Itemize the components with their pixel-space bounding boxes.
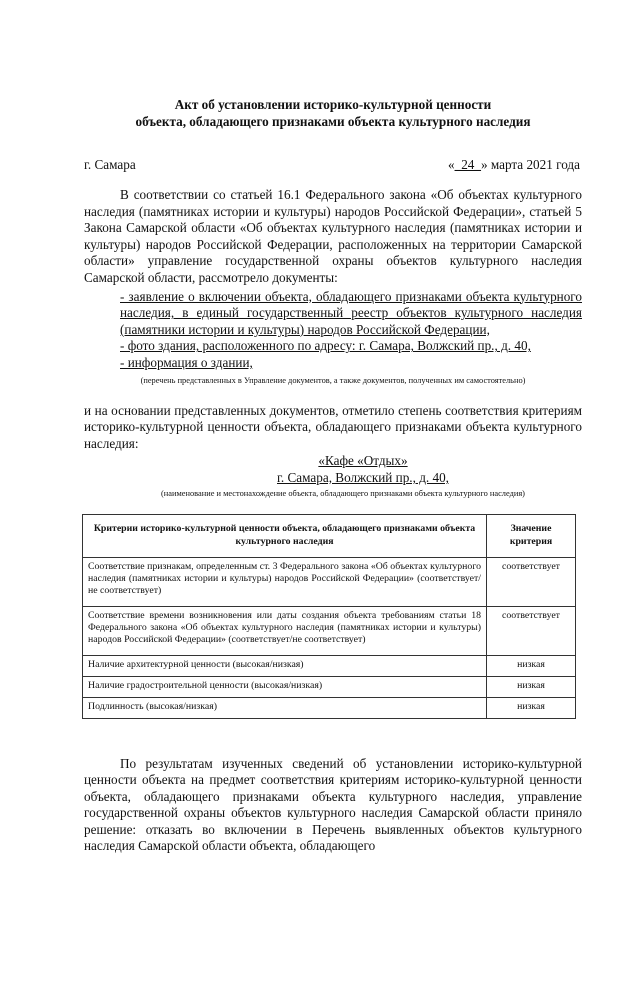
date-day: _24_ (454, 157, 481, 172)
object-address: г. Самара, Волжский пр., д. 40, (277, 469, 449, 485)
document-item: - фото здания, расположенного по адресу: г. Самара, Волжский пр., д. 40, (120, 338, 531, 354)
table-row (83, 676, 576, 697)
object-note: (наименование и местонахождение объекта, обладающего признаками объекта культурного наследия) (161, 488, 525, 498)
documents-list (84, 289, 582, 372)
header-value: Значение критерия (487, 514, 576, 557)
value-cell: соответствует (487, 606, 576, 655)
criterion-cell: Наличие архитектурной ценности (высокая/низкая) (83, 655, 487, 676)
value-cell: низкая (487, 676, 576, 697)
object-identification (84, 453, 582, 486)
title-line-1: Акт об установлении историко-культурной ценности (174, 97, 492, 112)
document-title (84, 96, 582, 130)
value-cell: соответствует (487, 557, 576, 606)
criterion-cell: Наличие градостроительной ценности (высокая/низкая) (83, 676, 487, 697)
place-date-row (84, 156, 582, 173)
criterion-cell: Подлинность (высокая/низкая) (83, 697, 487, 718)
header-criteria: Критерии историко-культурной ценности объекта, обладающего признаками объекта культурного наследия (83, 514, 487, 557)
object-name: «Кафе «Отдых» (318, 453, 408, 469)
criterion-cell: Соответствие признакам, определенным ст. 3 Федерального закона «Об объектах культурного наследия (памятниках истории и культуры) народов Российской Федерации» (соответствует/не соответствует) (83, 557, 487, 606)
city: г. Самара (84, 157, 136, 172)
title-line-2: объекта, обладающего признаками объекта культурного наследия (135, 114, 531, 129)
document-date (448, 156, 582, 173)
paragraph-basis: и на основании представленных документов, отметило степень соответствия критериям историко-культурной ценности объекта, обладающего признаками объекта культурного наследия: (84, 402, 582, 451)
criterion-cell: Соответствие времени возникновения или даты создания объекта требованиям статьи 18 Федерального закона «Об объектах культурного наследия (памятниках истории и культуры) народов Российской Федерации» (соответствует/не соответствует) (83, 606, 487, 655)
document-page (0, 96, 640, 1001)
table-row (83, 606, 576, 655)
table-row (83, 557, 576, 606)
document-item: - информация о здании, (120, 354, 253, 370)
value-cell: низкая (487, 655, 576, 676)
table-row (83, 655, 576, 676)
table-row (83, 697, 576, 718)
table-header-row (83, 514, 576, 557)
date-prefix: « (448, 157, 455, 172)
value-cell: низкая (487, 697, 576, 718)
paragraph-decision: По результатам изученных сведений об установлении историко-культурной ценности объекта на предмет соответствия критериям историко-культурной ценности объекта, обладающего признаками объекта культурного наследия, управление государственной охраны объектов культурного наследия Самарской области приняло решение: отказать во включении в Перечень выявленных объектов культурного наследия Самарской области объекта, обладающего (84, 755, 582, 854)
criteria-table (82, 514, 576, 719)
documents-note: (перечень представленных в Управление документов, а также документов, полученных им самостоятельно) (140, 375, 526, 385)
date-suffix: » марта 2021 года (480, 157, 580, 172)
document-item: - заявление о включении объекта, обладающего признаками объекта культурного наследия, в единый государственный реестр объектов культурного наследия (памятники истории и культуры) народов Российской Федерации, (120, 288, 582, 337)
paragraph-intro: В соответствии со статьей 16.1 Федерального закона «Об объектах культурного наследия (памятниках истории и культуры) народов Российской Федерации», статьей 5 Закона Самарской области «Об объектах культурного наследия (памятниках истории и культуры) народов Российской Федерации, расположенных на территории Самарской области» управление государственной охраны объектов культурного наследия Самарской области, рассмотрело документы: (84, 187, 582, 285)
